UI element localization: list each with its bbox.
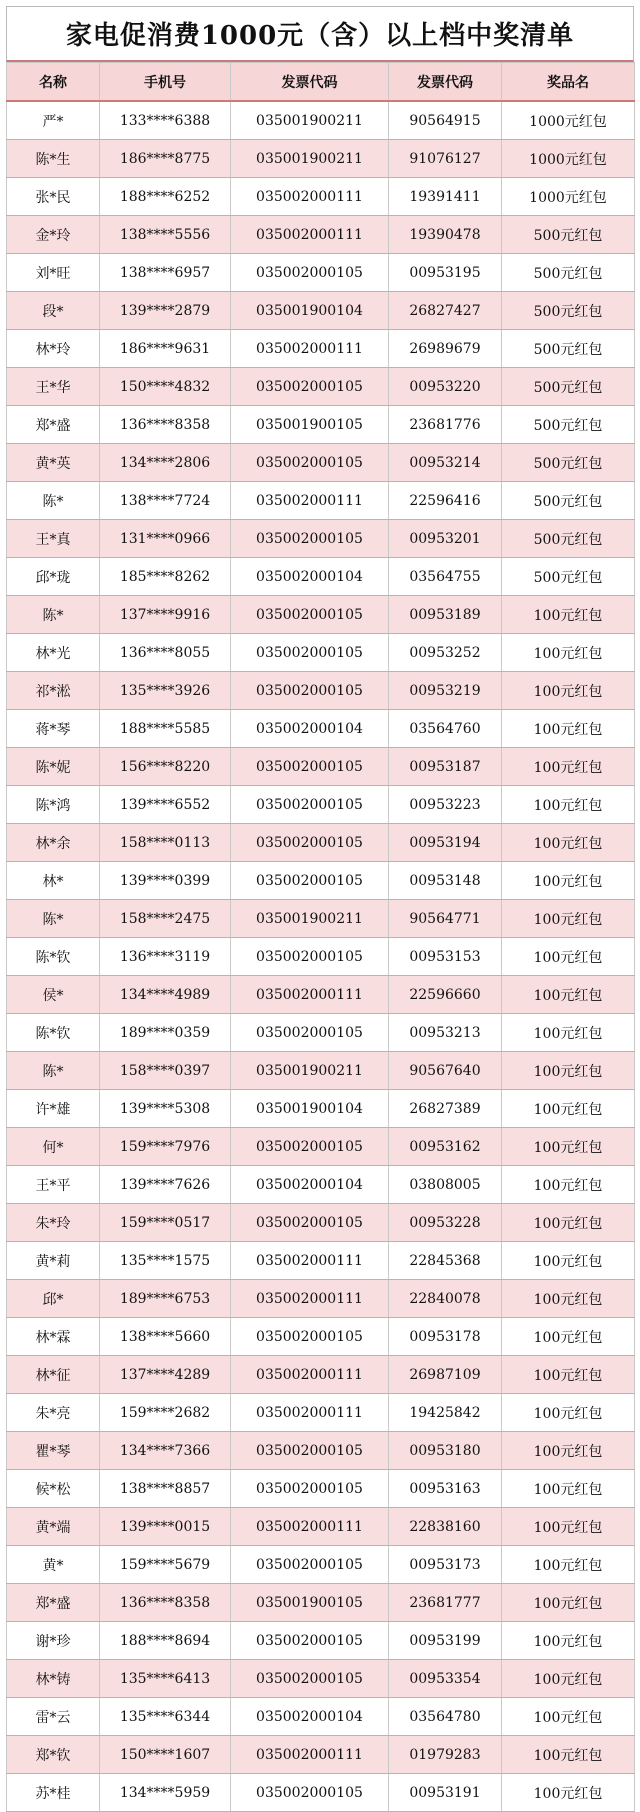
- table-row: [7, 1014, 635, 1052]
- cell-phone: 134****7366: [100, 1432, 231, 1470]
- table-row: [7, 710, 635, 748]
- cell-invoice-number: 00953199: [389, 1622, 502, 1660]
- cell-name: 林*光: [7, 634, 100, 672]
- cell-prize: 100元红包: [502, 1318, 635, 1356]
- cell-phone: 158****2475: [100, 900, 231, 938]
- cell-prize: 100元红包: [502, 1394, 635, 1432]
- cell-phone: 139****0399: [100, 862, 231, 900]
- cell-invoice-code: 035002000111: [231, 1242, 389, 1280]
- cell-invoice-number: 26987109: [389, 1356, 502, 1394]
- table-row: [7, 748, 635, 786]
- cell-prize: 100元红包: [502, 748, 635, 786]
- table-row: [7, 368, 635, 406]
- sheet-title: 家电促消费1000元（含）以上档中奖清单: [6, 6, 634, 62]
- cell-name: 林*铸: [7, 1660, 100, 1698]
- cell-invoice-number: 00953153: [389, 938, 502, 976]
- cell-invoice-number: 03564780: [389, 1698, 502, 1736]
- cell-invoice-code: 035002000105: [231, 1774, 389, 1812]
- cell-invoice-number: 00953223: [389, 786, 502, 824]
- cell-invoice-code: 035002000111: [231, 1356, 389, 1394]
- cell-name: 黄*莉: [7, 1242, 100, 1280]
- cell-name: 苏*桂: [7, 1774, 100, 1812]
- cell-invoice-number: 90564771: [389, 900, 502, 938]
- cell-prize: 100元红包: [502, 1470, 635, 1508]
- cell-invoice-code: 035001900104: [231, 292, 389, 330]
- cell-prize: 100元红包: [502, 596, 635, 634]
- cell-invoice-code: 035002000105: [231, 1128, 389, 1166]
- table-row: [7, 1698, 635, 1736]
- cell-prize: 100元红包: [502, 938, 635, 976]
- cell-invoice-number: 91076127: [389, 140, 502, 178]
- cell-name: 黄*: [7, 1546, 100, 1584]
- cell-name: 郑*钦: [7, 1736, 100, 1774]
- cell-name: 候*松: [7, 1470, 100, 1508]
- header-invoice-number: 发票代码: [389, 63, 502, 102]
- cell-prize: 100元红包: [502, 976, 635, 1014]
- cell-invoice-code: 035002000104: [231, 558, 389, 596]
- cell-invoice-number: 00953148: [389, 862, 502, 900]
- cell-phone: 134****2806: [100, 444, 231, 482]
- cell-name: 祁*淞: [7, 672, 100, 710]
- cell-invoice-code: 035001900211: [231, 101, 389, 140]
- cell-invoice-number: 00953173: [389, 1546, 502, 1584]
- header-invoice-code: 发票代码: [231, 63, 389, 102]
- cell-prize: 500元红包: [502, 216, 635, 254]
- cell-phone: 158****0397: [100, 1052, 231, 1090]
- cell-invoice-number: 23681776: [389, 406, 502, 444]
- cell-name: 陈*生: [7, 140, 100, 178]
- cell-invoice-number: 90564915: [389, 101, 502, 140]
- cell-name: 郑*盛: [7, 1584, 100, 1622]
- cell-prize: 100元红包: [502, 786, 635, 824]
- cell-invoice-number: 00953189: [389, 596, 502, 634]
- cell-invoice-number: 26827389: [389, 1090, 502, 1128]
- cell-prize: 100元红包: [502, 1052, 635, 1090]
- header-prize: 奖品名: [502, 63, 635, 102]
- cell-name: 邱*: [7, 1280, 100, 1318]
- cell-invoice-number: 00953178: [389, 1318, 502, 1356]
- cell-phone: 135****6413: [100, 1660, 231, 1698]
- cell-name: 林*霖: [7, 1318, 100, 1356]
- cell-name: 林*玲: [7, 330, 100, 368]
- cell-invoice-number: 23681777: [389, 1584, 502, 1622]
- cell-invoice-number: 00953354: [389, 1660, 502, 1698]
- cell-name: 王*真: [7, 520, 100, 558]
- table-row: [7, 862, 635, 900]
- table-row: [7, 1432, 635, 1470]
- cell-name: 郑*盛: [7, 406, 100, 444]
- cell-name: 严*: [7, 101, 100, 140]
- cell-phone: 150****1607: [100, 1736, 231, 1774]
- cell-phone: 138****5660: [100, 1318, 231, 1356]
- table-row: [7, 1470, 635, 1508]
- cell-phone: 135****1575: [100, 1242, 231, 1280]
- table-row: [7, 1356, 635, 1394]
- table-row: [7, 1508, 635, 1546]
- cell-name: 陈*: [7, 900, 100, 938]
- cell-invoice-code: 035002000111: [231, 330, 389, 368]
- table-row: [7, 482, 635, 520]
- cell-invoice-number: 00953201: [389, 520, 502, 558]
- cell-prize: 100元红包: [502, 1584, 635, 1622]
- cell-invoice-number: 03564760: [389, 710, 502, 748]
- cell-phone: 136****3119: [100, 938, 231, 976]
- cell-invoice-number: 00953252: [389, 634, 502, 672]
- cell-invoice-number: 19425842: [389, 1394, 502, 1432]
- cell-invoice-code: 035002000111: [231, 178, 389, 216]
- table-row: [7, 1204, 635, 1242]
- cell-invoice-code: 035002000105: [231, 1204, 389, 1242]
- cell-name: 林*: [7, 862, 100, 900]
- cell-invoice-code: 035002000111: [231, 976, 389, 1014]
- cell-phone: 138****5556: [100, 216, 231, 254]
- table-row: [7, 101, 635, 140]
- cell-phone: 159****2682: [100, 1394, 231, 1432]
- cell-phone: 138****8857: [100, 1470, 231, 1508]
- table-row: [7, 1090, 635, 1128]
- cell-name: 陈*: [7, 596, 100, 634]
- cell-invoice-number: 01979283: [389, 1736, 502, 1774]
- cell-prize: 500元红包: [502, 292, 635, 330]
- cell-invoice-number: 03564755: [389, 558, 502, 596]
- table-row: [7, 1394, 635, 1432]
- cell-prize: 100元红包: [502, 710, 635, 748]
- cell-invoice-number: 00953194: [389, 824, 502, 862]
- cell-prize: 500元红包: [502, 482, 635, 520]
- cell-prize: 100元红包: [502, 900, 635, 938]
- cell-invoice-number: 22596660: [389, 976, 502, 1014]
- table-row: [7, 520, 635, 558]
- table-row: [7, 1622, 635, 1660]
- table-row: [7, 596, 635, 634]
- cell-phone: 133****6388: [100, 101, 231, 140]
- cell-prize: 1000元红包: [502, 140, 635, 178]
- table-row: [7, 786, 635, 824]
- table-row: [7, 444, 635, 482]
- cell-name: 瞿*琴: [7, 1432, 100, 1470]
- cell-invoice-code: 035002000105: [231, 1622, 389, 1660]
- header-row: [7, 63, 635, 102]
- cell-name: 陈*: [7, 1052, 100, 1090]
- cell-invoice-number: 00953163: [389, 1470, 502, 1508]
- cell-name: 侯*: [7, 976, 100, 1014]
- cell-name: 陈*妮: [7, 748, 100, 786]
- cell-prize: 100元红包: [502, 672, 635, 710]
- cell-prize: 100元红包: [502, 1774, 635, 1812]
- cell-phone: 136****8358: [100, 406, 231, 444]
- cell-phone: 135****6344: [100, 1698, 231, 1736]
- table-row: [7, 1242, 635, 1280]
- cell-phone: 189****0359: [100, 1014, 231, 1052]
- table-row: [7, 178, 635, 216]
- cell-phone: 139****5308: [100, 1090, 231, 1128]
- cell-prize: 500元红包: [502, 330, 635, 368]
- cell-prize: 500元红包: [502, 254, 635, 292]
- cell-prize: 1000元红包: [502, 178, 635, 216]
- table-row: [7, 672, 635, 710]
- cell-name: 黄*英: [7, 444, 100, 482]
- cell-name: 陈*: [7, 482, 100, 520]
- table-row: [7, 824, 635, 862]
- table-row: [7, 330, 635, 368]
- cell-phone: 138****6957: [100, 254, 231, 292]
- cell-phone: 189****6753: [100, 1280, 231, 1318]
- cell-name: 朱*玲: [7, 1204, 100, 1242]
- table-row: [7, 1660, 635, 1698]
- cell-invoice-code: 035001900211: [231, 1052, 389, 1090]
- cell-invoice-code: 035002000111: [231, 482, 389, 520]
- table-row: [7, 216, 635, 254]
- cell-phone: 186****9631: [100, 330, 231, 368]
- cell-name: 陈*鸿: [7, 786, 100, 824]
- cell-phone: 138****7724: [100, 482, 231, 520]
- cell-name: 朱*亮: [7, 1394, 100, 1432]
- cell-phone: 150****4832: [100, 368, 231, 406]
- cell-phone: 139****7626: [100, 1166, 231, 1204]
- cell-phone: 159****5679: [100, 1546, 231, 1584]
- cell-phone: 136****8358: [100, 1584, 231, 1622]
- header-phone: 手机号: [100, 63, 231, 102]
- winner-table: [6, 62, 635, 1812]
- cell-invoice-code: 035002000111: [231, 1394, 389, 1432]
- cell-invoice-code: 035002000105: [231, 1432, 389, 1470]
- cell-invoice-number: 00953213: [389, 1014, 502, 1052]
- table-row: [7, 558, 635, 596]
- cell-invoice-code: 035002000104: [231, 1166, 389, 1204]
- cell-phone: 188****6252: [100, 178, 231, 216]
- cell-phone: 185****8262: [100, 558, 231, 596]
- cell-invoice-code: 035002000104: [231, 1698, 389, 1736]
- table-row: [7, 1584, 635, 1622]
- cell-name: 蒋*琴: [7, 710, 100, 748]
- cell-phone: 186****8775: [100, 140, 231, 178]
- cell-invoice-code: 035002000105: [231, 634, 389, 672]
- cell-prize: 100元红包: [502, 1546, 635, 1584]
- cell-invoice-code: 035002000105: [231, 1660, 389, 1698]
- cell-prize: 100元红包: [502, 1432, 635, 1470]
- cell-invoice-number: 00953191: [389, 1774, 502, 1812]
- cell-invoice-number: 19390478: [389, 216, 502, 254]
- table-row: [7, 1774, 635, 1812]
- cell-invoice-number: 00953187: [389, 748, 502, 786]
- cell-prize: 100元红包: [502, 1356, 635, 1394]
- cell-invoice-code: 035002000111: [231, 216, 389, 254]
- cell-invoice-code: 035001900211: [231, 900, 389, 938]
- cell-phone: 131****0966: [100, 520, 231, 558]
- table-row: [7, 900, 635, 938]
- cell-invoice-number: 00953220: [389, 368, 502, 406]
- cell-prize: 100元红包: [502, 1166, 635, 1204]
- cell-name: 林*征: [7, 1356, 100, 1394]
- cell-invoice-code: 035002000105: [231, 254, 389, 292]
- table-row: [7, 634, 635, 672]
- cell-name: 王*华: [7, 368, 100, 406]
- table-row: [7, 1128, 635, 1166]
- cell-name: 王*平: [7, 1166, 100, 1204]
- cell-phone: 159****7976: [100, 1128, 231, 1166]
- cell-prize: 100元红包: [502, 1736, 635, 1774]
- cell-invoice-code: 035002000105: [231, 520, 389, 558]
- cell-phone: 159****0517: [100, 1204, 231, 1242]
- cell-prize: 100元红包: [502, 1508, 635, 1546]
- cell-invoice-number: 22845368: [389, 1242, 502, 1280]
- cell-name: 谢*珍: [7, 1622, 100, 1660]
- cell-phone: 134****5959: [100, 1774, 231, 1812]
- table-row: [7, 1052, 635, 1090]
- cell-prize: 1000元红包: [502, 101, 635, 140]
- table-row: [7, 254, 635, 292]
- cell-prize: 100元红包: [502, 824, 635, 862]
- cell-invoice-number: 03808005: [389, 1166, 502, 1204]
- cell-prize: 100元红包: [502, 1204, 635, 1242]
- cell-invoice-code: 035002000111: [231, 1736, 389, 1774]
- cell-invoice-code: 035002000105: [231, 1014, 389, 1052]
- cell-invoice-code: 035002000105: [231, 444, 389, 482]
- table-row: [7, 1166, 635, 1204]
- cell-invoice-code: 035001900105: [231, 406, 389, 444]
- cell-name: 许*雄: [7, 1090, 100, 1128]
- cell-invoice-number: 00953219: [389, 672, 502, 710]
- cell-invoice-code: 035002000105: [231, 938, 389, 976]
- cell-prize: 500元红包: [502, 444, 635, 482]
- cell-invoice-number: 22840078: [389, 1280, 502, 1318]
- cell-name: 刘*旺: [7, 254, 100, 292]
- cell-invoice-code: 035002000105: [231, 824, 389, 862]
- cell-prize: 100元红包: [502, 862, 635, 900]
- header-name: 名称: [7, 63, 100, 102]
- cell-phone: 137****9916: [100, 596, 231, 634]
- cell-name: 张*民: [7, 178, 100, 216]
- cell-invoice-code: 035002000104: [231, 710, 389, 748]
- cell-name: 林*余: [7, 824, 100, 862]
- cell-prize: 100元红包: [502, 1660, 635, 1698]
- cell-invoice-number: 26827427: [389, 292, 502, 330]
- cell-invoice-code: 035002000105: [231, 596, 389, 634]
- table-row: [7, 406, 635, 444]
- cell-invoice-code: 035001900105: [231, 1584, 389, 1622]
- cell-invoice-number: 00953228: [389, 1204, 502, 1242]
- cell-prize: 100元红包: [502, 1698, 635, 1736]
- cell-prize: 500元红包: [502, 368, 635, 406]
- cell-name: 黄*端: [7, 1508, 100, 1546]
- cell-prize: 500元红包: [502, 520, 635, 558]
- cell-phone: 137****4289: [100, 1356, 231, 1394]
- table-row: [7, 140, 635, 178]
- cell-prize: 100元红包: [502, 1622, 635, 1660]
- table-row: [7, 938, 635, 976]
- cell-phone: 139****6552: [100, 786, 231, 824]
- cell-phone: 188****5585: [100, 710, 231, 748]
- table-row: [7, 976, 635, 1014]
- table-row: [7, 1318, 635, 1356]
- cell-prize: 100元红包: [502, 1128, 635, 1166]
- cell-prize: 500元红包: [502, 558, 635, 596]
- cell-invoice-code: 035002000105: [231, 748, 389, 786]
- cell-prize: 100元红包: [502, 1090, 635, 1128]
- table-row: [7, 1546, 635, 1584]
- cell-invoice-number: 22838160: [389, 1508, 502, 1546]
- cell-name: 陈*钦: [7, 1014, 100, 1052]
- cell-prize: 100元红包: [502, 1280, 635, 1318]
- cell-invoice-code: 035002000105: [231, 368, 389, 406]
- cell-invoice-number: 22596416: [389, 482, 502, 520]
- cell-invoice-code: 035002000105: [231, 1318, 389, 1356]
- cell-phone: 158****0113: [100, 824, 231, 862]
- cell-invoice-number: 00953195: [389, 254, 502, 292]
- cell-phone: 136****8055: [100, 634, 231, 672]
- cell-prize: 500元红包: [502, 406, 635, 444]
- cell-prize: 100元红包: [502, 1242, 635, 1280]
- cell-invoice-number: 19391411: [389, 178, 502, 216]
- cell-invoice-number: 00953180: [389, 1432, 502, 1470]
- cell-invoice-number: 00953162: [389, 1128, 502, 1166]
- cell-phone: 134****4989: [100, 976, 231, 1014]
- cell-invoice-number: 90567640: [389, 1052, 502, 1090]
- cell-name: 何*: [7, 1128, 100, 1166]
- cell-name: 邱*珑: [7, 558, 100, 596]
- cell-invoice-code: 035002000105: [231, 862, 389, 900]
- table-row: [7, 1736, 635, 1774]
- cell-invoice-code: 035002000105: [231, 1546, 389, 1584]
- cell-phone: 139****2879: [100, 292, 231, 330]
- cell-name: 金*玲: [7, 216, 100, 254]
- cell-name: 雷*云: [7, 1698, 100, 1736]
- table-row: [7, 1280, 635, 1318]
- table-row: [7, 292, 635, 330]
- cell-phone: 139****0015: [100, 1508, 231, 1546]
- cell-invoice-code: 035002000105: [231, 786, 389, 824]
- cell-invoice-code: 035002000111: [231, 1508, 389, 1546]
- cell-invoice-code: 035002000105: [231, 1470, 389, 1508]
- winner-list-sheet: [6, 6, 634, 1812]
- cell-name: 陈*钦: [7, 938, 100, 976]
- cell-name: 段*: [7, 292, 100, 330]
- cell-invoice-number: 26989679: [389, 330, 502, 368]
- cell-invoice-code: 035001900104: [231, 1090, 389, 1128]
- cell-prize: 100元红包: [502, 1014, 635, 1052]
- cell-phone: 135****3926: [100, 672, 231, 710]
- cell-invoice-number: 00953214: [389, 444, 502, 482]
- cell-phone: 156****8220: [100, 748, 231, 786]
- cell-invoice-code: 035001900211: [231, 140, 389, 178]
- cell-invoice-code: 035002000105: [231, 672, 389, 710]
- cell-invoice-code: 035002000111: [231, 1280, 389, 1318]
- cell-prize: 100元红包: [502, 634, 635, 672]
- cell-phone: 188****8694: [100, 1622, 231, 1660]
